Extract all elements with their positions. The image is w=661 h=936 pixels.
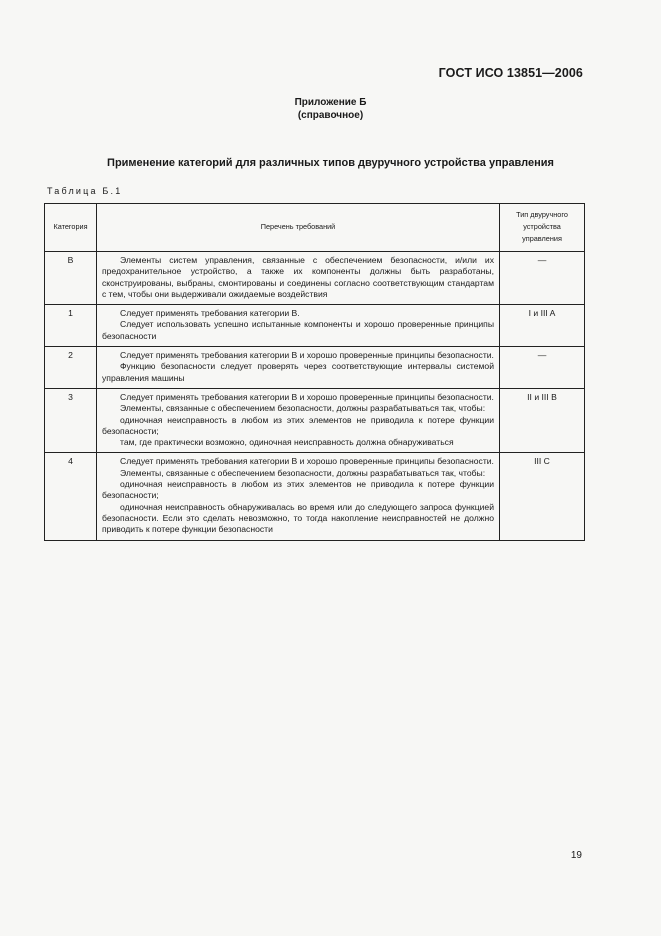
table-row (45, 347, 585, 389)
requirement-paragraph: там, где практически возможно, одиночная неисправность должна обнаруживаться (120, 437, 454, 448)
table-row (45, 252, 585, 305)
requirements-cell (97, 305, 500, 347)
requirements-cell (97, 453, 500, 540)
requirement-paragraph: Элементы систем управления, связанные с обеспечением безопасности, и/или их предохранительное устройство, а также их компоненты должны быть разработаны, сконструированы, выбраны, смонтированы и соединены согласно соответствующим стандартам с тем, чтобы они выдерживали ожидаемые воздействия (102, 255, 494, 299)
category-cell: 1 (45, 305, 97, 347)
requirements-cell (97, 252, 500, 305)
type-cell: III C (500, 453, 585, 540)
document-code: ГОСТ ИСО 13851—2006 (438, 66, 583, 80)
requirement-paragraph: одиночная неисправность в любом из этих элементов не приводила к потере функции безопасности; (102, 414, 494, 436)
type-cell: II и III B (500, 388, 585, 452)
type-cell: — (500, 252, 585, 305)
type-cell: — (500, 347, 585, 389)
requirements-cell (97, 388, 500, 452)
table-row (45, 388, 585, 452)
requirement-paragraph: одиночная неисправность в любом из этих элементов не приводила к потере функции безопасности; (102, 479, 494, 501)
header-category: Категория (45, 204, 97, 252)
category-cell: 4 (45, 453, 97, 540)
header-requirements: Перечень требований (97, 204, 500, 252)
section-title: Применение категорий для различных типов двуручного устройства управления (107, 157, 554, 169)
requirement-paragraph: Следует применять требования категории B. (120, 308, 300, 319)
requirement-paragraph: Следует применять требования категории B и хорошо проверенные принципы безопасности. (120, 456, 494, 467)
table-row (45, 305, 585, 347)
requirements-cell (97, 347, 500, 389)
requirement-paragraph: Элементы, связанные с обеспечением безопасности, должны разрабатываться так, чтобы: (120, 403, 486, 414)
requirement-paragraph: Элементы, связанные с обеспечением безопасности, должны разрабатываться так, чтобы: (120, 467, 486, 478)
requirement-paragraph: Следует применять требования категории B и хорошо проверенные принципы безопасности. (120, 391, 494, 402)
requirement-paragraph: Следует применять требования категории B и хорошо проверенные принципы безопасности. (120, 350, 494, 361)
table-header-row (45, 204, 585, 252)
table-caption: Таблица Б.1 (47, 186, 123, 196)
category-cell: 2 (45, 347, 97, 389)
annex-title: Приложение Б (294, 97, 367, 108)
category-cell: B (45, 252, 97, 305)
table-row (45, 453, 585, 540)
table-body (45, 252, 585, 541)
requirement-paragraph: Следует использовать успешно испытанные компоненты и хорошо проверенные принципы безопасности (102, 319, 494, 341)
requirement-paragraph: одиночная неисправность обнаруживалась во время или до следующего запроса функцией безопасности. Если это сделать невозможно, то тогда накопление неисправностей не должно приводить к потере функции безопасности (102, 501, 494, 535)
header-type: Тип двуручного устройства управления (500, 204, 585, 252)
requirements-table (44, 203, 585, 541)
category-cell: 3 (45, 388, 97, 452)
annex-heading (0, 96, 661, 122)
requirement-paragraph: Функцию безопасности следует проверять через соответствующие интервалы системой управления машины (102, 361, 494, 383)
annex-subtitle: (справочное) (297, 110, 364, 121)
type-cell: I и III A (500, 305, 585, 347)
page-number: 19 (570, 850, 582, 861)
